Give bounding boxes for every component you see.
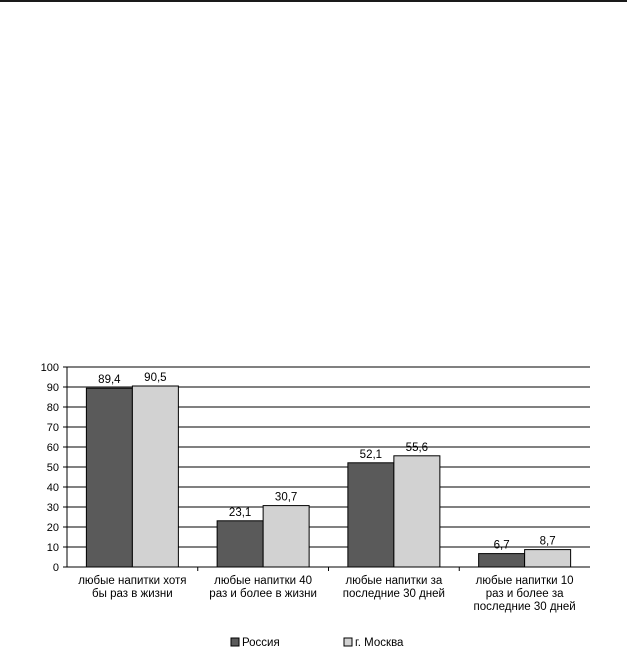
bar-moscow <box>132 386 178 567</box>
bar-russia <box>479 554 525 567</box>
category-label: любые напитки 40 <box>214 575 313 587</box>
y-tick-label: 90 <box>46 382 59 394</box>
category-label: любые напитки хотя <box>78 575 187 587</box>
y-tick-label: 0 <box>52 562 59 574</box>
y-tick-label: 60 <box>46 442 59 454</box>
legend-label-russia: Россия <box>242 637 280 649</box>
bar-russia <box>86 388 132 567</box>
y-tick-label: 20 <box>46 522 59 534</box>
y-tick-label: 40 <box>46 482 59 494</box>
data-label: 90,5 <box>144 372 167 384</box>
legend-label-moscow: г. Москва <box>355 637 404 649</box>
data-label: 89,4 <box>98 374 121 387</box>
y-tick-label: 30 <box>46 502 59 514</box>
bar-moscow <box>394 456 440 567</box>
data-label: 8,7 <box>539 535 556 548</box>
legend-swatch-moscow <box>344 638 352 646</box>
category-label: последние 30 дней <box>473 601 576 613</box>
data-label: 23,1 <box>228 506 252 519</box>
bar-moscow <box>263 506 309 567</box>
category-label: любые напитки 10 <box>475 575 574 587</box>
y-tick-label: 100 <box>40 362 59 374</box>
category-label: раз и более в жизни <box>209 588 317 600</box>
y-tick-label: 50 <box>46 462 59 474</box>
category-label: любые напитки за <box>345 575 443 587</box>
bar-russia <box>348 463 394 567</box>
y-tick-label: 80 <box>46 402 59 414</box>
data-label: 55,6 <box>405 441 429 454</box>
bar-russia <box>217 521 263 567</box>
data-label: 6,7 <box>493 539 510 552</box>
category-label: бы раз в жизни <box>92 588 173 600</box>
data-label: 30,7 <box>274 491 298 504</box>
y-tick-label: 10 <box>46 542 59 554</box>
data-label: 52,1 <box>359 448 383 461</box>
category-label: раз и более за <box>485 588 564 600</box>
category-label: последние 30 дней <box>342 588 445 600</box>
bar-moscow <box>525 550 571 567</box>
y-tick-label: 70 <box>46 422 59 434</box>
legend-swatch-russia <box>231 638 239 646</box>
